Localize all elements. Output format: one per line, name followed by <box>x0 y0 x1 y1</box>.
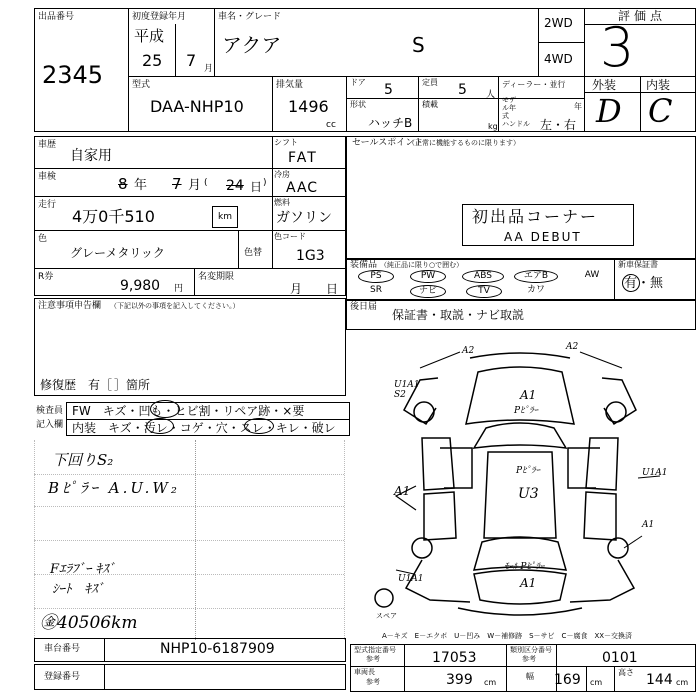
equip-tv: TV <box>466 285 502 298</box>
mileage-value: 4万0千510 <box>72 207 155 226</box>
sales-point-label: セールスポイント <box>352 138 424 148</box>
history-label: 車歴 <box>38 140 57 150</box>
shift-label: シフト <box>274 138 298 147</box>
meter-month: 月 <box>290 282 303 296</box>
drive-2wd: 2WD <box>544 16 573 30</box>
front-bumper-line <box>470 353 570 358</box>
equip-leather: カワ <box>526 285 545 295</box>
mileage-unit: km <box>218 212 232 222</box>
first-reg-year: 25 <box>142 51 163 70</box>
type-designation-label1: 型式指定番号 <box>354 646 396 654</box>
length-label2: 参考 <box>366 678 380 686</box>
inspector-row-1: FW キズ・凹も・ヒビ割・リペア跡・×要 <box>72 404 305 418</box>
width-label: 幅 <box>526 672 534 681</box>
dealer-label: ディーラー・並行 <box>502 80 566 89</box>
color-swap-label: 色替 <box>244 248 263 258</box>
capacity-value: 5 <box>458 82 467 98</box>
displacement-unit: cc <box>326 120 336 130</box>
car-name: アクア <box>222 33 282 57</box>
registration-frame <box>34 664 346 690</box>
hand-note-1: 下回りS₂ <box>52 451 114 469</box>
length-label1: 車両長 <box>354 668 375 676</box>
lot-label: 出品番号 <box>38 12 75 22</box>
inspection-day: 24 <box>226 178 244 194</box>
meter-label: 名変期限 <box>198 272 235 282</box>
chassis-label: 車台番号 <box>44 644 81 654</box>
model-value: DAA-NHP10 <box>150 97 244 116</box>
notes-frame <box>34 298 346 396</box>
repair-history-value: 有［ <box>88 378 113 392</box>
capacity-unit: 人 <box>486 90 496 100</box>
repair-history-label: 修復歴 <box>40 378 77 392</box>
mark-u3: U3 <box>518 486 539 502</box>
inspector-circle-1 <box>150 400 180 418</box>
manual-label: 新車保証書 <box>618 260 658 269</box>
notes-label: 注意事項申告欄 <box>38 301 102 311</box>
mark-spare: スペア <box>376 612 397 620</box>
notes-note: （下記以外の事項を記入してください。） <box>110 302 240 310</box>
debut-subtitle: AA DEBUT <box>504 230 582 244</box>
mark-pillar-roof: Pﾋﾟﾗｰ <box>514 406 539 416</box>
equip-airbag: エアB <box>514 270 558 283</box>
score-label: 評価点 <box>618 9 667 23</box>
model-label: 型式 <box>132 80 151 90</box>
fuel-value: ガソリン <box>276 210 332 226</box>
load-unit: kg <box>488 122 498 131</box>
type-designation-label2: 参考 <box>366 655 380 663</box>
load-label: 積載 <box>422 100 438 109</box>
first-reg-month: 7 <box>186 51 197 70</box>
interior-value: C <box>648 92 673 130</box>
mark-a1-roof: A1 <box>520 388 537 402</box>
length-value: 399 <box>446 672 473 688</box>
displacement-value: 1496 <box>288 97 329 116</box>
mark-pillar-mid: Pﾋﾟﾗｰ <box>516 466 541 476</box>
shape-value: ハッチB <box>368 116 413 130</box>
fuel-label: 燃料 <box>274 198 290 207</box>
hand-note-5: ㊎40506km <box>40 613 138 633</box>
handle-value: 左・右 <box>540 118 577 132</box>
equipment-note: （純正品に限り○で囲む） <box>380 261 464 269</box>
debut-title: 初出品コーナー <box>472 207 599 226</box>
equip-ps: PS <box>358 270 394 283</box>
height-unit: cm <box>676 678 689 687</box>
meter-day: 日 <box>326 282 339 296</box>
sales-point-note: （正常に機能するものに限ります） <box>408 139 520 147</box>
exterior-label: 外装 <box>592 78 617 92</box>
history-value: 自家用 <box>70 148 112 164</box>
first-reg-month-unit: 月 <box>204 64 214 74</box>
post-install-label: 後日届 <box>350 302 378 312</box>
inspection-year: 8 <box>118 175 128 193</box>
car-grade: S <box>412 33 425 57</box>
windshield-shape <box>474 423 566 448</box>
inspection-month: 7 <box>172 175 182 193</box>
car-name-label: 車名・グレード <box>218 12 282 22</box>
mark-molding: ﾓｰﾙ Pﾋﾟﾗｰ <box>504 562 545 572</box>
recycle-value: 9,980 <box>120 278 161 294</box>
category-label1: 類別区分番号 <box>510 646 552 654</box>
hand-note-4: ｼｰﾄ ｷｽﾞ <box>52 582 105 597</box>
inspection-month-unit: 月 <box>188 178 202 193</box>
score-value: 3 <box>600 16 635 79</box>
capacity-label: 定員 <box>422 78 438 87</box>
inspector-circle-2 <box>146 418 174 434</box>
interior-label: 内装 <box>646 78 671 92</box>
shape-label: 形状 <box>350 100 366 109</box>
height-label: 高さ <box>618 668 634 677</box>
handle-label: ハンドル <box>502 120 530 128</box>
inspection-label: 車検 <box>38 172 57 182</box>
inspector-label-2: 記入欄 <box>36 420 64 430</box>
ac-label: 冷房 <box>274 170 290 179</box>
type-designation-value: 17053 <box>432 650 477 666</box>
equip-sr: SR <box>370 285 382 295</box>
inspector-circle-3 <box>244 418 274 434</box>
mark-a1-right: A1 <box>642 520 655 530</box>
spare-tire <box>375 589 393 607</box>
color-code-label: 色コード <box>274 232 306 241</box>
category-value: 0101 <box>602 650 638 666</box>
doors-label: ドア <box>350 78 366 87</box>
color-label: 色 <box>38 234 48 244</box>
hand-note-2: Bﾋﾟﾗｰ A.U.W₂ <box>48 479 180 497</box>
damage-legend: A－キズ E－エクボ U－凹み W－補修跡 S－サビ C－腐食 XX－交換済 <box>382 632 633 640</box>
doors-value: 5 <box>384 82 393 98</box>
inspector-row-2: 内装 キズ・汚レ・コゲ・穴・スレ・キレ・破レ <box>72 421 336 435</box>
repair-history-tail: ］箇所 <box>114 378 151 392</box>
exterior-value: D <box>596 92 622 130</box>
equip-navi: ナビ <box>410 285 446 298</box>
length-unit: cm <box>484 678 497 687</box>
equip-pw: PW <box>410 270 446 283</box>
displacement-label: 排気量 <box>276 80 304 90</box>
drive-4wd: 4WD <box>544 52 573 66</box>
first-reg-label: 初度登録年月 <box>132 12 187 22</box>
hand-note-3: Fｴﾗﾌﾞｰ ｷｽﾞ <box>50 562 116 577</box>
equipment-label: 装備品 <box>350 260 378 270</box>
recycle-label: R券 <box>38 272 54 282</box>
category-label2: 参考 <box>522 655 536 663</box>
width-value: 169 <box>554 672 581 688</box>
first-reg-era: 平成 <box>134 27 165 45</box>
chassis-value: NHP10-6187909 <box>160 641 275 657</box>
year-unit: 年 <box>574 102 582 111</box>
inspection-day-unit: 日 <box>250 180 263 194</box>
mark-ua1-right: U1A1 <box>642 468 668 478</box>
post-install-value: 保証書・取説・ナビ取説 <box>392 308 525 322</box>
mark-a1-left: A1 <box>394 484 411 498</box>
manual-circle <box>622 274 640 292</box>
mileage-label: 走行 <box>38 200 57 210</box>
inspection-year-unit: 年 <box>134 178 148 193</box>
mark-a1-rear: A1 <box>520 576 537 590</box>
recycle-unit: 円 <box>174 284 184 294</box>
model-year-label: モデル年式 <box>502 96 516 120</box>
color-code-value: 1G3 <box>296 248 325 264</box>
width-unit: cm <box>590 678 603 687</box>
mark-u1a1-rear: U1A1 <box>398 574 424 584</box>
mark-ua1s2: U1A1 S2 <box>394 380 420 400</box>
mark-a2-left: A2 <box>462 346 475 356</box>
manual-value: 有・無 <box>624 276 664 291</box>
equip-abs: ABS <box>462 270 504 283</box>
ac-value: AAC <box>286 180 319 196</box>
mark-a2-right: A2 <box>566 342 579 352</box>
shift-value: FAT <box>288 150 318 166</box>
height-value: 144 <box>646 672 673 688</box>
equip-aw: AW <box>584 270 600 280</box>
lot-number: 2345 <box>42 61 104 89</box>
color-value: グレーメタリック <box>70 246 165 260</box>
inspector-label-1: 検査員 <box>36 406 64 416</box>
rear-bumper-line <box>458 608 582 615</box>
registration-label: 登録番号 <box>44 672 81 682</box>
